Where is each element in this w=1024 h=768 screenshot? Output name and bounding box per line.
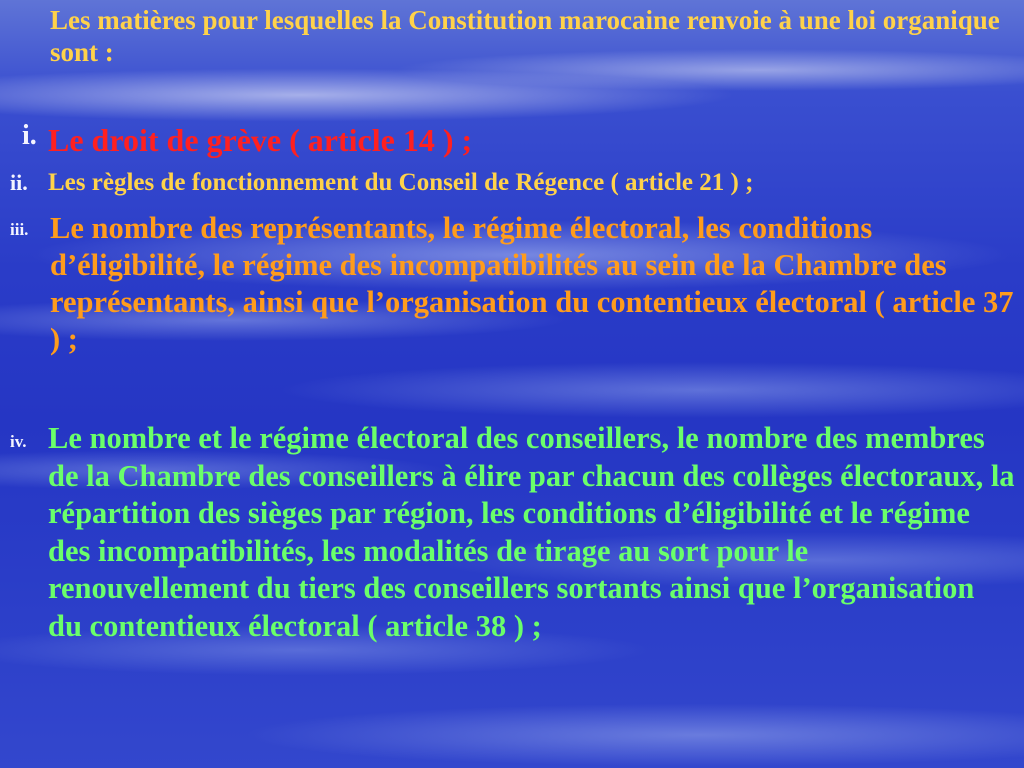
list-item-text: Le nombre et le régime électoral des conseillers, le nombre des membres de la Chambre des conseillers à élire par chacun des collèges électoraux, la répartition des sièges par région, les conditions d’éligibilité et le régime des incompatibilités, les modalités de tirage au sort pour le renouvellement du tiers des conseillers sortants ainsi que l’organisation du contentieux électoral ( article 38 ) ; — [48, 421, 1015, 643]
list-item-text: Le droit de grève ( article 14 ) ; — [48, 122, 473, 158]
list-item-ii — [10, 168, 1015, 198]
list-marker: iii. — [10, 220, 29, 239]
slide-intro: Les matières pour lesquelles la Constitution marocaine renvoie à une loi organique sont : — [50, 5, 1000, 67]
list-item-i — [10, 120, 1015, 160]
list-marker: i. — [22, 120, 37, 151]
list-marker: iv. — [10, 432, 27, 451]
list-marker: ii. — [10, 170, 28, 195]
list-item-text: Le nombre des représentants, le régime électoral, les conditions d’éligibilité, le régime des incompatibilités au sein de la Chambre des représentants, ainsi que l’organisation du contentieux électoral ( article 37 ) ; — [50, 211, 1014, 356]
list-item-iii — [10, 210, 1015, 358]
list-item-text: Les règles de fonctionnement du Conseil de Régence ( article 21 ) ; — [48, 169, 754, 196]
list-item-iv — [10, 420, 1015, 645]
